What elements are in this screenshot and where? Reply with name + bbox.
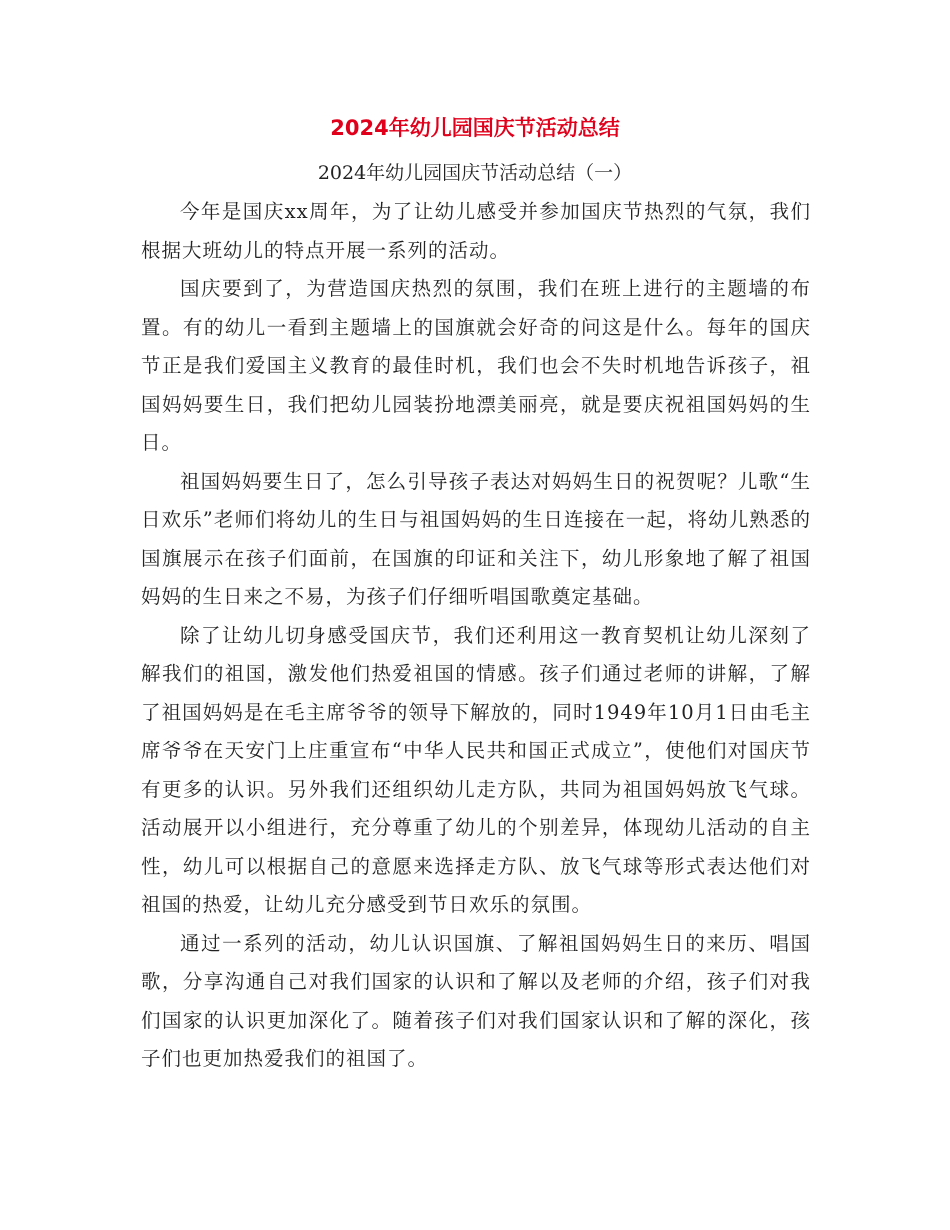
paragraph-1: 今年是国庆xx周年，为了让幼儿感受并参加国庆节热烈的气氛，我们根据大班幼儿的特点开展一系列的活动。 [141, 200, 811, 262]
document-body [141, 193, 811, 1079]
document-subtitle: 2024年幼儿园国庆节活动总结（一） [317, 162, 633, 184]
paragraph-5: 通过一系列的活动，幼儿认识国旗、了解祖国妈妈生日的来历、唱国歌，分享沟通自己对我们国家的认识和了解以及老师的介绍，孩子们对我们国家的认识更加深化了。随着孩子们对我们国家认识和了解的深化，孩子们也更加热爱我们的祖国了。 [141, 931, 811, 1070]
document-title: 2024年幼儿园国庆节活动总结 [330, 116, 620, 140]
paragraph-4: 除了让幼儿切身感受国庆节，我们还利用这一教育契机让幼儿深刻了解我们的祖国，激发他们热爱祖国的情感。孩子们通过老师的讲解，了解了祖国妈妈是在毛主席爷爷的领导下解放的，同时1949年10月1日由毛主席爷爷在天安门上庄重宣布“中华人民共和国正式成立”，使他们对国庆节有更多的认识。另外我们还组织幼儿走方队，共同为祖国妈妈放飞气球。活动展开以小组进行，充分尊重了幼儿的个别差异，体现幼儿活动的自主性，幼儿可以根据自己的意愿来选择走方队、放飞气球等形式表达他们对祖国的热爱，让幼儿充分感受到节日欢乐的氛围。 [141, 623, 811, 916]
paragraph-2: 国庆要到了，为营造国庆热烈的氛围，我们在班上进行的主题墙的布置。有的幼儿一看到主题墙上的国旗就会好奇的问这是什么。每年的国庆节正是我们爱国主义教育的最佳时机，我们也会不失时机地告诉孩子，祖国妈妈要生日，我们把幼儿园装扮地漂美丽亮，就是要庆祝祖国妈妈的生日。 [141, 277, 811, 454]
paragraph-3: 祖国妈妈要生日了，怎么引导孩子表达对妈妈生日的祝贺呢？儿歌“生日欢乐”老师们将幼儿的生日与祖国妈妈的生日连接在一起，将幼儿熟悉的国旗展示在孩子们面前，在国旗的印证和关注下，幼儿形象地了解了祖国妈妈的生日来之不易，为孩子们仔细听唱国歌奠定基础。 [141, 469, 811, 608]
